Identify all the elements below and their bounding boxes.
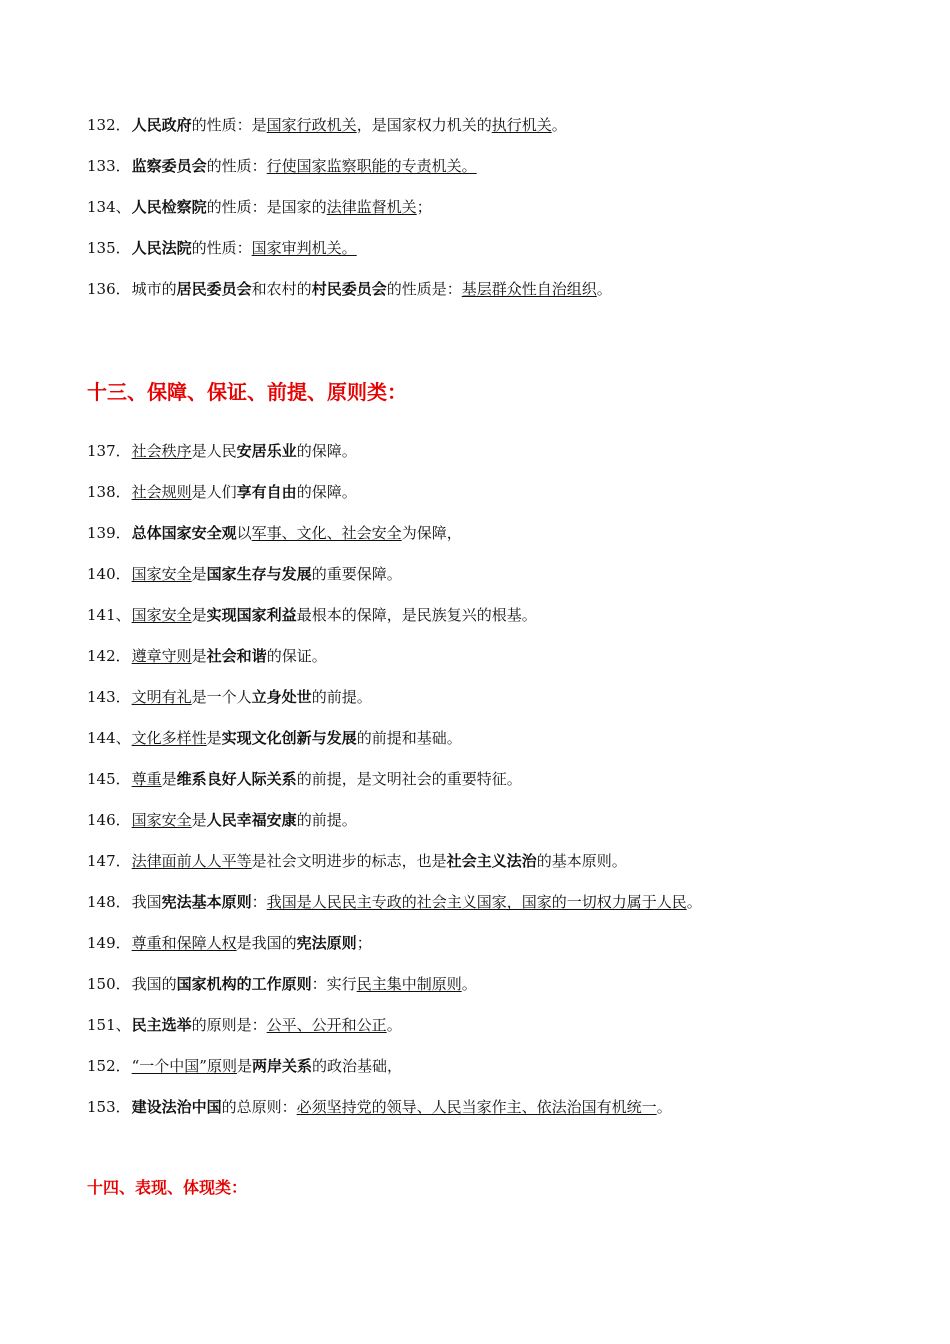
item-text: 的性质：是国家的	[206, 198, 327, 216]
item-text: 和农村的	[251, 280, 312, 298]
item-text: 的保障。	[296, 483, 357, 501]
underlined-answer: 社会秩序	[131, 442, 192, 460]
item-number: 135．	[87, 239, 131, 257]
bold-term: 建设法治中国	[131, 1098, 222, 1116]
underlined-answer: 国家安全	[131, 606, 192, 624]
underlined-answer: 行使国家监察职能的专责机关。	[266, 157, 477, 175]
item-144	[87, 728, 462, 748]
item-152	[87, 1056, 402, 1076]
underlined-answer: 基层群众性自治组织	[461, 280, 597, 298]
item-number: 143．	[87, 688, 131, 706]
item-text: 是	[161, 770, 177, 788]
item-number: 146．	[87, 811, 131, 829]
item-number: 147．	[87, 852, 131, 870]
bold-term: 社会和谐	[206, 647, 267, 665]
item-text: 的基本原则。	[536, 852, 627, 870]
item-number: 133．	[87, 157, 131, 175]
item-text: 的前提，是文明社会的重要特征。	[296, 770, 522, 788]
underlined-answer: 执行机关	[491, 116, 552, 134]
item-number: 149．	[87, 934, 131, 952]
item-text: 的保障。	[296, 442, 357, 460]
item-133	[87, 156, 477, 176]
item-text: 的前提。	[311, 688, 372, 706]
item-text: 是社会文明进步的标志，也是	[251, 852, 447, 870]
bold-term: 人民检察院	[131, 198, 207, 216]
underlined-answer: 国家安全	[131, 565, 192, 583]
item-number: 142．	[87, 647, 131, 665]
bold-term: 立身处世	[251, 688, 312, 706]
item-134	[87, 197, 432, 217]
underlined-answer: 文明有礼	[131, 688, 192, 706]
section-13-title: 十三、保障、保证、前提、原则类：	[87, 380, 407, 404]
underlined-answer: 社会规则	[131, 483, 192, 501]
item-150	[87, 974, 477, 994]
bold-term: 安居乐业	[236, 442, 297, 460]
item-text: 的性质是：	[386, 280, 462, 298]
underlined-answer: 尊重	[131, 770, 162, 788]
bold-term: 人民政府	[131, 116, 192, 134]
item-text: 的前提和基础。	[356, 729, 462, 747]
bold-term: 宪法基本原则	[161, 893, 252, 911]
section-14-title: 十四、表现、体现类：	[87, 1178, 248, 1197]
item-147	[87, 851, 627, 871]
item-text: 是	[236, 1057, 252, 1075]
underlined-answer: “一个中国”原则	[131, 1057, 237, 1075]
item-number: 139．	[87, 524, 131, 542]
item-text: 最根本的保障，是民族复兴的根基。	[296, 606, 537, 624]
item-text: 。	[656, 1098, 672, 1116]
item-number: 138．	[87, 483, 131, 501]
item-text: ：	[251, 893, 267, 911]
bold-term: 国家机构的工作原则	[176, 975, 312, 993]
item-text: 我国	[131, 893, 162, 911]
item-text: 以	[236, 524, 252, 542]
item-137	[87, 441, 357, 461]
item-text: 我国的	[131, 975, 177, 993]
bold-term: 享有自由	[236, 483, 297, 501]
item-143	[87, 687, 372, 707]
underlined-answer: 国家审判机关。	[251, 239, 357, 257]
item-text: 是一个人	[191, 688, 252, 706]
item-text: 的原则是：	[191, 1016, 267, 1034]
bold-term: 人民法院	[131, 239, 192, 257]
underlined-answer: 尊重和保障人权	[131, 934, 237, 952]
item-number: 153．	[87, 1098, 131, 1116]
item-text: 。	[596, 280, 612, 298]
underlined-answer: 法律监督机关	[326, 198, 417, 216]
underlined-answer: 文化多样性	[131, 729, 207, 747]
item-141	[87, 605, 537, 625]
bold-term: 人民幸福安康	[206, 811, 297, 829]
item-149	[87, 933, 372, 953]
item-number: 152．	[87, 1057, 131, 1075]
bold-term: 两岸关系	[252, 1057, 313, 1075]
item-number: 150．	[87, 975, 131, 993]
item-text: 是我国的	[236, 934, 297, 952]
item-text: 的保证。	[266, 647, 327, 665]
item-text: 是	[206, 729, 222, 747]
item-136	[87, 279, 612, 299]
item-text: 的重要保障。	[311, 565, 402, 583]
item-146	[87, 810, 357, 830]
bold-term: 宪法原则	[296, 934, 357, 952]
item-139	[87, 523, 462, 543]
item-text: ；	[416, 198, 432, 216]
bold-term: 居民委员会	[176, 280, 252, 298]
bold-term: 村民委员会	[311, 280, 387, 298]
item-text: 城市的	[131, 280, 177, 298]
bold-term: 民主选举	[131, 1016, 192, 1034]
item-140	[87, 564, 402, 584]
item-153	[87, 1097, 672, 1117]
item-number: 141、	[87, 606, 131, 624]
item-text: 的性质：是	[191, 116, 267, 134]
bold-term: 监察委员会	[131, 157, 207, 175]
item-number: 151、	[87, 1016, 131, 1034]
item-text: 是人们	[191, 483, 237, 501]
bold-term: 实现文化创新与发展	[221, 729, 357, 747]
item-138	[87, 482, 357, 502]
item-number: 145．	[87, 770, 131, 788]
item-text: 。	[461, 975, 477, 993]
item-number: 134、	[87, 198, 131, 216]
bold-term: 社会主义法治	[446, 852, 537, 870]
item-text: 是	[191, 811, 207, 829]
underlined-answer: 国家行政机关	[266, 116, 357, 134]
underlined-answer: 我国是人民民主专政的社会主义国家，国家的一切权力属于人民	[266, 893, 687, 911]
bold-term: 国家生存与发展	[206, 565, 312, 583]
underlined-answer: 民主集中制原则	[356, 975, 462, 993]
item-number: 136．	[87, 280, 131, 298]
item-text: 。	[551, 116, 567, 134]
item-number: 144、	[87, 729, 131, 747]
underlined-answer: 国家安全	[131, 811, 192, 829]
item-text: 的总原则：	[221, 1098, 297, 1116]
bold-term: 实现国家利益	[206, 606, 297, 624]
underlined-answer: 军事、文化、社会安全	[251, 524, 402, 542]
item-text: ；	[356, 934, 372, 952]
item-135	[87, 238, 357, 258]
item-number: 137．	[87, 442, 131, 460]
item-text: ，是国家权力机关的	[356, 116, 492, 134]
item-text: 的性质：	[206, 157, 267, 175]
bold-term: 维系良好人际关系	[176, 770, 297, 788]
underlined-answer: 必须坚持党的领导、人民当家作主、依法治国有机统一	[296, 1098, 657, 1116]
item-text: 的政治基础，	[312, 1057, 403, 1075]
item-text: ：实行	[311, 975, 357, 993]
underlined-answer: 法律面前人人平等	[131, 852, 252, 870]
item-142	[87, 646, 327, 666]
item-145	[87, 769, 522, 789]
item-text: 。	[386, 1016, 402, 1034]
item-text: 是	[191, 606, 207, 624]
item-number: 148．	[87, 893, 131, 911]
underlined-answer: 遵章守则	[131, 647, 192, 665]
item-132	[87, 115, 567, 135]
item-text: 为保障，	[401, 524, 462, 542]
item-text: 是	[191, 647, 207, 665]
item-number: 132．	[87, 116, 131, 134]
item-148	[87, 892, 702, 912]
item-text: 是人民	[191, 442, 237, 460]
item-text: 的前提。	[296, 811, 357, 829]
item-text: 是	[191, 565, 207, 583]
item-text: 的性质：	[191, 239, 252, 257]
item-151	[87, 1015, 402, 1035]
bold-term: 总体国家安全观	[131, 524, 237, 542]
item-text: 。	[686, 893, 702, 911]
underlined-answer: 公平、公开和公正	[266, 1016, 387, 1034]
item-number: 140．	[87, 565, 131, 583]
